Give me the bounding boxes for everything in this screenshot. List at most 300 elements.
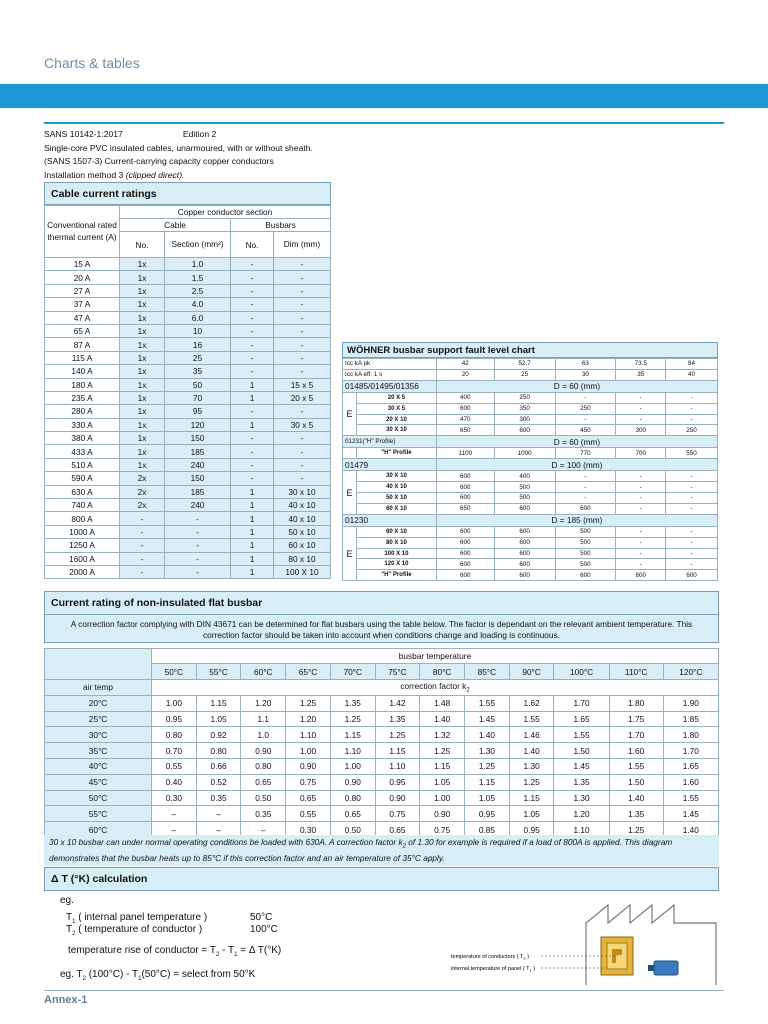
table-cell: - bbox=[274, 458, 331, 471]
table-cell: 87 A bbox=[45, 338, 120, 351]
table-cell: - bbox=[616, 392, 666, 403]
table-cell: 1.15 bbox=[420, 758, 465, 774]
table-cell: 0.80 bbox=[241, 758, 286, 774]
hdr-copper: Copper conductor section bbox=[120, 206, 331, 219]
table-cell: 600 bbox=[555, 503, 616, 514]
table-cell: 1.48 bbox=[420, 695, 465, 711]
table-cell: 1 bbox=[231, 552, 274, 565]
cable-ratings-section bbox=[44, 182, 331, 579]
table-row bbox=[45, 445, 331, 458]
table-cell: 1.70 bbox=[609, 727, 663, 743]
table-cell: 0.35 bbox=[196, 790, 241, 806]
table-cell: 1.15 bbox=[509, 790, 554, 806]
table-cell: 510 A bbox=[45, 458, 120, 471]
table-cell: 95 bbox=[165, 405, 231, 418]
table-cell: 185 bbox=[165, 445, 231, 458]
table-cell: 50°C bbox=[45, 790, 152, 806]
t1-value: 50°C bbox=[250, 912, 273, 923]
table-cell: 1.15 bbox=[375, 743, 420, 759]
table-row bbox=[45, 727, 719, 743]
t2-value: 100°C bbox=[250, 924, 278, 935]
table-cell: 0.65 bbox=[330, 806, 375, 822]
table-cell: 1x bbox=[120, 324, 165, 337]
wohner-e-label: E bbox=[343, 471, 357, 515]
wohner-icc-pk: 73.5 bbox=[616, 359, 666, 370]
note-sub: 2 bbox=[402, 843, 406, 850]
table-cell: - bbox=[274, 324, 331, 337]
table-cell: 30 x 10 bbox=[274, 485, 331, 498]
table-cell: - bbox=[165, 552, 231, 565]
table-cell: 60 X 10 bbox=[356, 526, 436, 537]
note-a: 30 x 10 busbar can under normal operating conditions be loaded with 630A. A correction factor k bbox=[49, 837, 403, 847]
table-row bbox=[45, 271, 331, 284]
table-row bbox=[45, 743, 719, 759]
eg2-c: (50°C) = select from 50°K bbox=[141, 969, 256, 980]
table-cell: - bbox=[666, 493, 718, 504]
table-cell: 500 bbox=[555, 526, 616, 537]
table-cell: 1.30 bbox=[465, 743, 510, 759]
table-cell: 1.35 bbox=[609, 806, 663, 822]
table-cell: 100 X 10 bbox=[274, 565, 331, 578]
rise-formula bbox=[68, 945, 281, 961]
table-cell: 0.75 bbox=[375, 806, 420, 822]
table-cell: 27 A bbox=[45, 284, 120, 297]
t2-line bbox=[66, 924, 202, 940]
table-cell: 1.20 bbox=[241, 695, 286, 711]
table-cell: 0.50 bbox=[241, 790, 286, 806]
table-cell: - bbox=[274, 472, 331, 485]
air-temp-label: air temp bbox=[45, 680, 152, 696]
busbar-temp: 75°C bbox=[375, 664, 420, 680]
table-cell: 80 X 10 bbox=[356, 537, 436, 548]
eg2-b: (100°C) - T bbox=[85, 969, 139, 980]
factory-diagram bbox=[436, 895, 726, 987]
table-cell: 0.30 bbox=[152, 790, 197, 806]
table-cell: 1.70 bbox=[554, 695, 609, 711]
wohner-group-name: 01230 bbox=[343, 514, 437, 526]
table-cell: 35 bbox=[165, 365, 231, 378]
table-cell: 1.45 bbox=[554, 758, 609, 774]
table-cell: 1000 A bbox=[45, 525, 120, 538]
table-row bbox=[45, 552, 331, 565]
table-cell: - bbox=[616, 493, 666, 504]
table-cell: 600 bbox=[436, 559, 494, 570]
table-cell: 1 bbox=[231, 391, 274, 404]
page-title: Charts & tables bbox=[44, 55, 140, 71]
table-cell: - bbox=[616, 537, 666, 548]
wohner-e-label bbox=[343, 448, 357, 459]
delta-t-section bbox=[44, 867, 719, 891]
table-cell: 300 bbox=[616, 425, 666, 436]
table-cell: 1.50 bbox=[554, 743, 609, 759]
table-cell: 1x bbox=[120, 338, 165, 351]
table-cell: 1x bbox=[120, 458, 165, 471]
table-cell: - bbox=[231, 458, 274, 471]
header-rule bbox=[44, 122, 724, 124]
wohner-group-name: 01231("H" Profile) bbox=[343, 436, 437, 448]
table-cell: 0.52 bbox=[196, 774, 241, 790]
busbar-temp: 110°C bbox=[609, 664, 663, 680]
standard-code: SANS 10142-1:2017 bbox=[44, 129, 123, 139]
table-cell: - bbox=[274, 351, 331, 364]
table-cell: 1.0 bbox=[165, 258, 231, 271]
busbar-temp-label: busbar temperature bbox=[152, 649, 719, 664]
table-cell: 0.95 bbox=[375, 774, 420, 790]
table-row bbox=[45, 512, 331, 525]
table-cell: 235 A bbox=[45, 391, 120, 404]
wohner-group-name: 01485/01495/01356 bbox=[343, 380, 437, 392]
table-cell: 1.25 bbox=[465, 758, 510, 774]
table-cell: 1x bbox=[120, 271, 165, 284]
table-cell: 500 bbox=[555, 548, 616, 559]
table-cell: 0.40 bbox=[152, 774, 197, 790]
table-cell: 1.55 bbox=[663, 790, 718, 806]
table-cell: 1 bbox=[231, 525, 274, 538]
table-cell: 37 A bbox=[45, 298, 120, 311]
table-cell: 500 bbox=[555, 559, 616, 570]
wohner-title: WÖHNER busbar support fault level chart bbox=[342, 342, 718, 358]
table-row bbox=[45, 499, 331, 512]
table-cell: 1x bbox=[120, 432, 165, 445]
table-cell: 20 X 10 bbox=[356, 414, 436, 425]
busbar-temp: 80°C bbox=[420, 664, 465, 680]
table-cell: 1.25 bbox=[609, 822, 663, 838]
table-cell: 1.65 bbox=[554, 711, 609, 727]
table-cell: 60 x 10 bbox=[274, 539, 331, 552]
table-row bbox=[343, 448, 718, 459]
eg2-s1: 2 bbox=[82, 976, 86, 982]
table-cell: 60°C bbox=[45, 822, 152, 838]
wohner-e-label: E bbox=[343, 526, 357, 580]
correction-factor-label bbox=[152, 680, 719, 696]
table-cell: 0.35 bbox=[241, 806, 286, 822]
table-cell: 1 bbox=[231, 418, 274, 431]
table-cell: 0.95 bbox=[152, 711, 197, 727]
table-cell: - bbox=[555, 392, 616, 403]
table-row bbox=[45, 284, 331, 297]
table-cell: 250 bbox=[555, 403, 616, 414]
table-cell: 0.65 bbox=[375, 822, 420, 838]
rise-a: temperature rise of conductor = T bbox=[68, 945, 216, 956]
table-cell: 40 x 10 bbox=[274, 499, 331, 512]
table-cell: - bbox=[666, 482, 718, 493]
table-cell: - bbox=[274, 432, 331, 445]
standard-info bbox=[44, 128, 464, 182]
table-cell: 1x bbox=[120, 284, 165, 297]
table-cell: 120 X 10 bbox=[356, 559, 436, 570]
table-cell: - bbox=[231, 298, 274, 311]
table-cell: 330 A bbox=[45, 418, 120, 431]
table-row bbox=[45, 525, 331, 538]
rise-c: = Δ T(°K) bbox=[237, 945, 282, 956]
table-cell: 0.55 bbox=[286, 806, 331, 822]
table-cell: 0.90 bbox=[330, 774, 375, 790]
wohner-group-header bbox=[343, 436, 718, 448]
table-cell: 185 bbox=[165, 485, 231, 498]
table-cell: - bbox=[666, 414, 718, 425]
wohner-icc-pk: 63 bbox=[555, 359, 616, 370]
rise-s1: 2 bbox=[215, 952, 220, 958]
table-cell: - bbox=[231, 432, 274, 445]
table-cell: 500 bbox=[494, 493, 555, 504]
table-cell: 0.80 bbox=[152, 727, 197, 743]
table-cell: 1.5 bbox=[165, 271, 231, 284]
rise-b: - T bbox=[219, 945, 235, 956]
table-cell: - bbox=[616, 548, 666, 559]
table-cell: 1.65 bbox=[663, 758, 718, 774]
table-row bbox=[343, 526, 718, 537]
table-cell: 1x bbox=[120, 445, 165, 458]
table-cell: 0.65 bbox=[286, 790, 331, 806]
table-cell: 1.40 bbox=[609, 790, 663, 806]
table-cell: - bbox=[165, 565, 231, 578]
table-cell: 1.35 bbox=[554, 774, 609, 790]
table-cell: 115 A bbox=[45, 351, 120, 364]
table-cell: 1.00 bbox=[420, 790, 465, 806]
table-cell: - bbox=[666, 392, 718, 403]
table-cell: 1.10 bbox=[554, 822, 609, 838]
table-cell: 0.90 bbox=[286, 758, 331, 774]
busbar-temp: 65°C bbox=[286, 664, 331, 680]
table-cell: 60 X 10 bbox=[356, 503, 436, 514]
table-row bbox=[343, 503, 718, 514]
table-cell: 1x bbox=[120, 405, 165, 418]
table-cell: 2000 A bbox=[45, 565, 120, 578]
table-cell: 1.75 bbox=[609, 711, 663, 727]
blank-corner bbox=[45, 649, 152, 680]
table-cell: 20 A bbox=[45, 271, 120, 284]
table-cell: - bbox=[120, 552, 165, 565]
table-cell: - bbox=[555, 493, 616, 504]
table-row bbox=[45, 378, 331, 391]
table-cell: 1.45 bbox=[663, 806, 718, 822]
wohner-group-d: D = 100 (mm) bbox=[436, 459, 717, 471]
table-cell: - bbox=[616, 526, 666, 537]
table-row bbox=[45, 324, 331, 337]
table-cell: 30 X 10 bbox=[356, 471, 436, 482]
table-cell: 50 bbox=[165, 378, 231, 391]
table-cell: 770 bbox=[555, 448, 616, 459]
table-cell: 2x bbox=[120, 485, 165, 498]
table-row bbox=[45, 258, 331, 271]
table-row bbox=[343, 425, 718, 436]
table-cell: 600 bbox=[494, 548, 555, 559]
table-cell: 400 bbox=[494, 471, 555, 482]
table-cell: 4.0 bbox=[165, 298, 231, 311]
table-cell: 1.35 bbox=[375, 711, 420, 727]
table-cell: 1.40 bbox=[509, 743, 554, 759]
table-cell: - bbox=[231, 284, 274, 297]
fig-label-conductor: temperature of conductors ( $T_2$ ) bbox=[451, 954, 529, 961]
table-cell: 1.55 bbox=[509, 711, 554, 727]
table-cell: 500 bbox=[494, 482, 555, 493]
table-cell: 25°C bbox=[45, 711, 152, 727]
wohner-group-name: 01479 bbox=[343, 459, 437, 471]
table-cell: - bbox=[666, 559, 718, 570]
table-cell: 1.40 bbox=[663, 822, 718, 838]
motor-icon bbox=[654, 961, 678, 975]
table-cell: 1.70 bbox=[663, 743, 718, 759]
t2-b: ( temperature of conductor ) bbox=[75, 924, 203, 935]
table-cell: - bbox=[666, 503, 718, 514]
wohner-table bbox=[342, 358, 718, 581]
note-b: of 1.30 for example is required if a load of 800A is applied. This diagram demonstrates that the busbar heats up to 85°C if this correction factor and an air temperature of 35°C apply. bbox=[49, 837, 673, 863]
table-cell: 1.55 bbox=[554, 727, 609, 743]
table-row bbox=[343, 559, 718, 570]
table-cell: 1x bbox=[120, 365, 165, 378]
table-row bbox=[343, 392, 718, 403]
table-cell: 0.75 bbox=[286, 774, 331, 790]
busbar-temp: 55°C bbox=[196, 664, 241, 680]
hdr-dim: Dim (mm) bbox=[274, 232, 331, 258]
table-cell: 40 x 10 bbox=[274, 512, 331, 525]
table-cell: 15 A bbox=[45, 258, 120, 271]
wohner-icc-eff: 40 bbox=[666, 369, 718, 380]
table-cell: 0.75 bbox=[420, 822, 465, 838]
table-cell: 380 A bbox=[45, 432, 120, 445]
table-cell: 240 bbox=[165, 458, 231, 471]
table-row bbox=[45, 472, 331, 485]
table-row bbox=[45, 365, 331, 378]
wohner-icc-eff: 25 bbox=[494, 369, 555, 380]
table-cell: - bbox=[231, 405, 274, 418]
table-cell: 500 bbox=[555, 537, 616, 548]
table-cell: - bbox=[616, 559, 666, 570]
cable-ratings-title: Cable current ratings bbox=[44, 182, 331, 205]
table-cell: 40 X 10 bbox=[356, 482, 436, 493]
table-cell: 1 bbox=[231, 499, 274, 512]
table-cell: - bbox=[231, 445, 274, 458]
table-cell: 120 bbox=[165, 418, 231, 431]
table-cell: 450 bbox=[555, 425, 616, 436]
table-cell: 470 bbox=[436, 414, 494, 425]
rise-s2: 1 bbox=[234, 952, 238, 958]
table-cell: 1.46 bbox=[509, 727, 554, 743]
table-cell: 35°C bbox=[45, 743, 152, 759]
table-cell: 1 bbox=[231, 565, 274, 578]
table-cell: 0.92 bbox=[196, 727, 241, 743]
table-cell: "H" Profile bbox=[356, 570, 436, 581]
table-cell: – bbox=[152, 806, 197, 822]
table-cell: 1.42 bbox=[375, 695, 420, 711]
table-cell: - bbox=[165, 512, 231, 525]
table-cell: 1600 A bbox=[45, 552, 120, 565]
table-cell: - bbox=[274, 405, 331, 418]
table-cell: 80 x 10 bbox=[274, 552, 331, 565]
busbar-temp: 50°C bbox=[152, 664, 197, 680]
table-cell: 0.66 bbox=[196, 758, 241, 774]
table-cell: 30°C bbox=[45, 727, 152, 743]
wohner-group-header bbox=[343, 380, 718, 392]
table-cell: 16 bbox=[165, 338, 231, 351]
table-cell: 300 bbox=[494, 414, 555, 425]
table-cell: 2.5 bbox=[165, 284, 231, 297]
table-cell: 2x bbox=[120, 499, 165, 512]
table-cell: 1.50 bbox=[609, 774, 663, 790]
table-cell: 250 bbox=[666, 425, 718, 436]
table-cell: - bbox=[274, 284, 331, 297]
table-cell: 0.50 bbox=[330, 822, 375, 838]
table-cell: - bbox=[231, 472, 274, 485]
table-row bbox=[45, 758, 719, 774]
table-row bbox=[45, 806, 719, 822]
table-cell: – bbox=[196, 806, 241, 822]
table-row bbox=[343, 471, 718, 482]
table-cell: 50 X 10 bbox=[356, 493, 436, 504]
t2-a: T bbox=[66, 924, 73, 935]
table-cell: - bbox=[231, 365, 274, 378]
delta-t-title: Δ T (°K) calculation bbox=[44, 867, 719, 891]
table-cell: 1.00 bbox=[286, 743, 331, 759]
wohner-group-d: D = 60 (mm) bbox=[436, 380, 717, 392]
table-row bbox=[343, 570, 718, 581]
t1-sub: 1 bbox=[72, 919, 76, 925]
table-cell: 600 bbox=[436, 548, 494, 559]
table-cell: 0.95 bbox=[465, 806, 510, 822]
table-cell: 0.70 bbox=[152, 743, 197, 759]
table-cell: - bbox=[616, 403, 666, 414]
delta-t-eg: eg. bbox=[60, 895, 74, 906]
hdr-no2: No. bbox=[231, 232, 274, 258]
table-row bbox=[45, 298, 331, 311]
table-row bbox=[45, 405, 331, 418]
table-cell: 1.25 bbox=[286, 695, 331, 711]
table-row bbox=[45, 338, 331, 351]
table-cell: 47 A bbox=[45, 311, 120, 324]
table-cell: 1.0 bbox=[241, 727, 286, 743]
cable-ratings-table bbox=[44, 205, 331, 579]
table-cell: 600 bbox=[494, 570, 555, 581]
table-cell: 150 bbox=[165, 432, 231, 445]
table-cell: - bbox=[165, 539, 231, 552]
table-cell: 1 bbox=[231, 512, 274, 525]
table-cell: 20°C bbox=[45, 695, 152, 711]
hdr-section: Section (mm²) bbox=[165, 232, 231, 258]
table-cell: 1.20 bbox=[554, 806, 609, 822]
table-cell: 590 A bbox=[45, 472, 120, 485]
table-cell: 1.45 bbox=[465, 711, 510, 727]
table-cell: 1.55 bbox=[465, 695, 510, 711]
table-cell: - bbox=[616, 482, 666, 493]
table-cell: - bbox=[666, 537, 718, 548]
table-row bbox=[45, 311, 331, 324]
table-cell: 1.1 bbox=[241, 711, 286, 727]
table-cell: 700 bbox=[616, 448, 666, 459]
wohner-icc-eff: 20 bbox=[436, 369, 494, 380]
table-cell: 400 bbox=[436, 392, 494, 403]
table-cell: - bbox=[231, 311, 274, 324]
fig-label-panel: internal temperature of panel ( $T_1$ ) bbox=[451, 966, 536, 973]
table-row bbox=[45, 432, 331, 445]
table-cell: 180 A bbox=[45, 378, 120, 391]
table-cell: – bbox=[152, 822, 197, 838]
wohner-icc-pk: 42 bbox=[436, 359, 494, 370]
busbar-temp: 85°C bbox=[465, 664, 510, 680]
table-cell: 1.62 bbox=[509, 695, 554, 711]
table-cell: 1.25 bbox=[509, 774, 554, 790]
table-cell: 1.10 bbox=[375, 758, 420, 774]
wohner-icc-eff: 30 bbox=[555, 369, 616, 380]
table-cell: 1.10 bbox=[330, 743, 375, 759]
table-cell: - bbox=[274, 298, 331, 311]
table-cell: - bbox=[616, 471, 666, 482]
wohner-group-d: D = 185 (mm) bbox=[436, 514, 717, 526]
standard-edition: Edition 2 bbox=[182, 129, 217, 139]
table-cell: 630 A bbox=[45, 485, 120, 498]
table-row bbox=[45, 418, 331, 431]
example-formula bbox=[60, 969, 255, 985]
table-cell: 1.00 bbox=[330, 758, 375, 774]
